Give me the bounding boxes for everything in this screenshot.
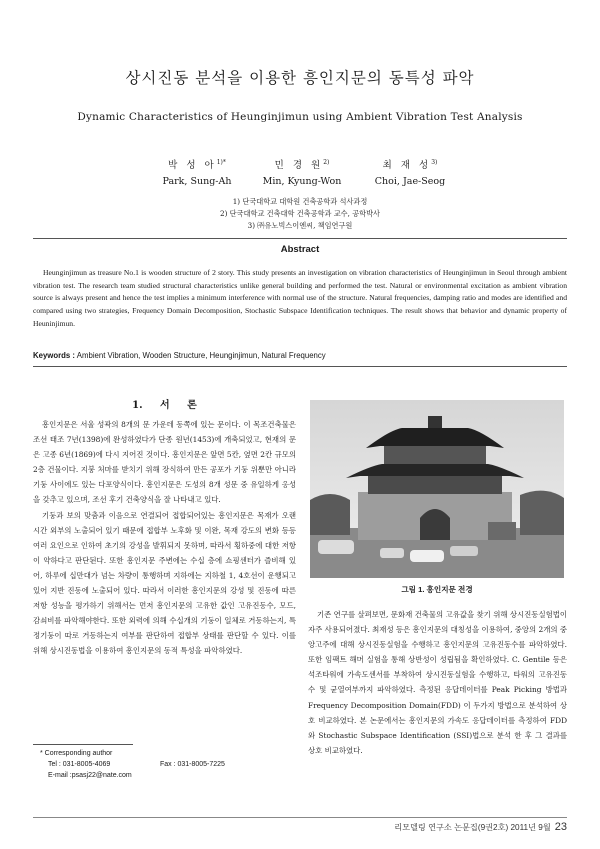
abstract-heading: Abstract: [280, 244, 320, 255]
author-1-korean-name: 박 성 아: [168, 160, 217, 172]
section-heading-introduction: 1. 서 론: [132, 400, 197, 411]
corresponding-author-footnote: [40, 748, 225, 781]
author-3-korean-name: 최 재 성: [382, 160, 432, 172]
footer-rule: [33, 817, 567, 818]
footnote-marker: * Corresponding author: [40, 750, 113, 757]
affiliation-2: 2) 단국대학교 건축대학 건축공학과 교수, 공학박사: [220, 209, 380, 218]
footnote-tel: Tel : 031-8005-4069: [48, 761, 111, 768]
paper-title-english: Dynamic Characteristics of Heunginjimun using Ambient Vibration Test Analysis: [77, 111, 523, 123]
heunginjimun-photo: [310, 400, 564, 578]
left-paragraph-1: 흥인지문은 서울 성곽의 8개의 문 가운데 동쪽에 있는 문이다. 이 목조건축물은 조선 태조 7년(1398)에 완성하였다가 단종 원년(1453)에 개축되었고, 현재의 문은 고종 6년(1869)에 다시 지어진 것이다. 흥인지문은 앞면 5칸, 옆면 2칸 규모의 2층 건물이다. 지붕 처마를 받치기 위해 장식하여 만든 공포가 기둥 위뿐만 아니라 기둥 사이에도 있는 다포양식이다. 흥인지문은 도성의 8개 성문 중 유일하게 옹성을 갖추고 있으며, 조선 후기 건축양식을 잘 나타내고 있다.: [33, 420, 296, 505]
author-1-english-name: Park, Sung-Ah: [162, 176, 232, 188]
left-paragraph-2: 기둥과 보의 맞춤과 이음으로 연결되어 접합되어있는 흥인지문은 목재가 오랜 시간 외부의 노출되어 있기 때문에 접합부 노후화 및 이완, 목재 강도의 변화 등등 여러 요인으로 인하여 초기의 강성을 발휘되지 못하며, 따라서 횡하중에 대한 저항이 약하다고 판단된다. 또한 흥인지문 주변에는 수십 층에 쇼핑센터가 즐비해 있어, 하루에 십만대가 넘는 차량이 통행하며 지하에는 지하철 1, 4호선이 운행되고 있어 지반 진동에 노출되어 있다. 따라서 이러한 흥인지문의 강성 및 진동에 따른 저항 성능을 평가하기 위해서는 먼저 흥인지문의 고유한 값인 고유진동수, 모드, 감쇠비를 파악해야한다. 또한 외력에 의해 수십개의 기둥이 일체로 거동하는지, 특정기둥이 따로 거동하는지 여부를 판단하여 접합부 상태를 판단할 수 있다. 이를 위해 상시진동법을 이용하여 흥인지문의 동적 특성을 파악하였다.: [33, 510, 296, 656]
page-number: 23: [554, 821, 567, 833]
keywords: [33, 351, 567, 360]
right-column: [308, 607, 567, 758]
footer-journal: 리모델링 연구소 논문집(9권2호) 2011년 9월: [394, 823, 551, 832]
author-2-english-name: Min, Kyung-Won: [262, 176, 342, 188]
right-paragraph-1: 기존 연구를 살펴보면, 문화재 건축물의 고유값을 찾기 위해 상시진동실험법이 자주 사용되어졌다. 최재성 등은 흥인지문의 대칭성을 이용하여, 중앙의 2개의 중앙고주에 대해 상시진동실험을 수행하고 흥인지문의 고유진동수를 파악하였다. 또한 임팩트 해머 실험을 통해 상반성이 성립됨을 확인하였다. C. Gentile 등은 석조타워에 가속도센서를 부착하여 상시진동실험을 수행하고, 타워의 고유진동수 및 균열여부까지 파악하였다. 측정된 응답데이터를 Peak Picking 방법과 Frequency Decomposition Domain(FDD) 이 두가지 방법으로 분석하여 상호 비교하였다. 본 논문에서는 흥인지문의 가속도 응답데이터를 측정하여 FDD와 Stochastic Subspace Identification (SSI)법으로 분석 한 후 그 결과를 상호 비교하였다.: [308, 610, 568, 755]
keywords-label: Keywords :: [33, 351, 76, 360]
footnote-rule: [33, 744, 133, 745]
keywords-bottom-rule: [33, 366, 567, 367]
abstract-body: Heunginjimun as treasure No.1 is wooden structure of 2 story. This study presents an investigation on vibration characteristics of Heunginjimun in Seoul through ambient vibration test. The research team studied structural characteristics unlike general building and performed the test. Natural or environmental excitation as ambient vibration source is always present and hence the test implies a minimum interference with normal use of the structure. Natural frequencies, damping ratio and modes are identified and compared using two strategies, Frequency Domain Decomposition, Stochastic Subspace Identification techniques. The result shows that behavior and dynamic property of Heuninjimun.: [33, 268, 567, 328]
keywords-text: Ambient Vibration, Wooden Structure, Heunginjimun, Natural Frequency: [76, 351, 326, 360]
author-1: [142, 155, 252, 190]
affiliation-1: 1) 단국대학교 대학원 건축공학과 석사과정: [232, 197, 368, 206]
author-2: [252, 155, 352, 190]
author-2-marker: 2): [323, 159, 330, 166]
author-2-korean-name: 민 경 원: [274, 160, 324, 172]
figure-caption: 그림 1. 흥인지문 전경: [401, 585, 473, 594]
author-3-english-name: Choi, Jae-Seog: [374, 176, 446, 188]
footnote-email: E-mail :psasj22@nate.com: [48, 772, 132, 779]
page-footer: [394, 821, 567, 833]
affiliations: [0, 196, 600, 232]
abstract-top-rule: [33, 238, 567, 239]
paper-title-korean: 상시진동 분석을 이용한 흥인지문의 동특성 파악: [125, 69, 475, 87]
author-1-marker: 1)*: [216, 159, 226, 166]
affiliation-3: 3) ㈜유노빅스이엔씨, 책임연구원: [247, 221, 353, 230]
footnote-contact-row: [40, 759, 225, 770]
footnote-fax: Fax : 031-8005-7225: [159, 761, 225, 768]
author-3: [360, 155, 460, 190]
author-3-marker: 3): [431, 159, 438, 166]
left-column: [33, 417, 296, 659]
